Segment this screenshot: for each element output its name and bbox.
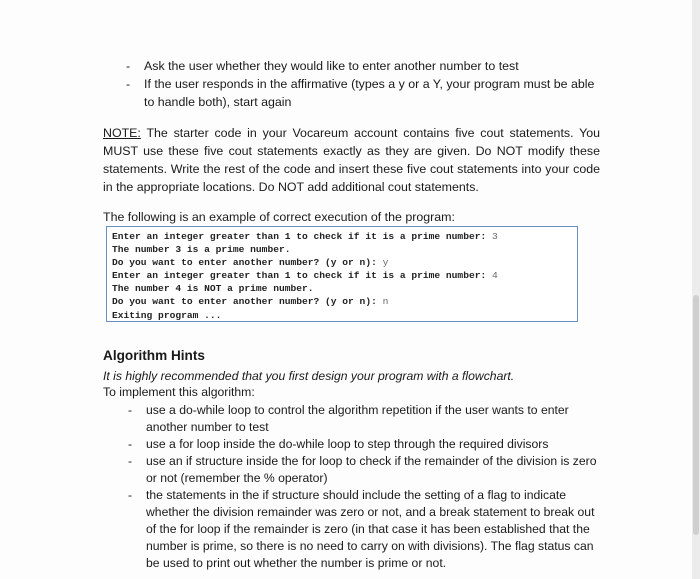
console-input: 4 bbox=[491, 270, 498, 282]
note-text: The starter code in your Vocareum account contains five cout statements. You MUST use these five cout statements exactly as they are given. Do NOT modify these statements. Write the rest of the code and insert these five cout statements into your code in the appropriate locations. Do NOT add additional cout statements. bbox=[103, 126, 600, 194]
bullet-dash: - bbox=[126, 59, 131, 73]
console-line: Enter an integer greater than 1 to check if it is a prime number: 3 bbox=[112, 231, 498, 242]
hints-bullet-list bbox=[128, 402, 600, 572]
list-item bbox=[128, 453, 600, 487]
console-line: Do you want to enter another number? (y or n): n bbox=[112, 296, 389, 308]
bullet-dash: - bbox=[128, 437, 133, 451]
bullet-dash: - bbox=[128, 454, 133, 468]
console-input: y bbox=[382, 257, 389, 269]
list-item bbox=[128, 402, 600, 436]
vertical-scrollbar[interactable] bbox=[692, 0, 700, 579]
bullet-text: use a do-while loop to control the algorithm repetition if the user wants to enter another number to test bbox=[146, 403, 569, 434]
bullet-dash: - bbox=[128, 488, 133, 502]
bullet-text: Ask the user whether they would like to enter another number to test bbox=[144, 59, 519, 73]
note-label: NOTE: bbox=[103, 126, 141, 140]
list-item bbox=[128, 436, 600, 453]
bullet-text: use a for loop inside the do-while loop to step through the required divisors bbox=[146, 437, 549, 451]
console-output-box bbox=[106, 226, 578, 322]
top-bullet-list bbox=[126, 57, 596, 111]
bullet-text: the statements in the if structure should include the setting of a flag to indicate whether the division remainder was zero or not, and a break statement to break out of the for loop if the remainder is zero (in that case it has been established that the number is prime, so there is no need to carry on with divisions). The flag status can be used to print out whether the number is prime or not. bbox=[146, 488, 595, 570]
console-line: The number 4 is NOT a prime number. bbox=[112, 283, 314, 295]
example-intro: The following is an example of correct execution of the program: bbox=[103, 210, 455, 224]
console-line: Do you want to enter another number? (y or n): y bbox=[112, 257, 389, 269]
list-item bbox=[126, 57, 596, 75]
list-item bbox=[128, 487, 600, 572]
console-input: 3 bbox=[491, 231, 498, 242]
hints-implement-label: To implement this algorithm: bbox=[103, 385, 255, 399]
console-line: Enter an integer greater than 1 to check if it is a prime number: 4 bbox=[112, 270, 498, 282]
console-line: The number 3 is a prime number. bbox=[112, 244, 291, 256]
hints-heading: Algorithm Hints bbox=[103, 348, 205, 363]
console-line: Exiting program ... bbox=[112, 309, 222, 321]
bullet-dash: - bbox=[128, 403, 133, 417]
bullet-text: If the user responds in the affirmative (types a y or a Y, your program must be able to handle both), start again bbox=[144, 77, 595, 109]
hints-subtitle: It is highly recommended that you first design your program with a flowchart. bbox=[103, 369, 515, 383]
bullet-dash: - bbox=[126, 77, 131, 91]
list-item bbox=[126, 75, 596, 111]
console-input: n bbox=[382, 296, 389, 308]
note-paragraph bbox=[103, 124, 600, 196]
scrollbar-thumb[interactable] bbox=[693, 295, 699, 535]
bullet-text: use an if structure inside the for loop to check if the remainder of the division is zero or not (remember the % operator) bbox=[146, 454, 597, 485]
